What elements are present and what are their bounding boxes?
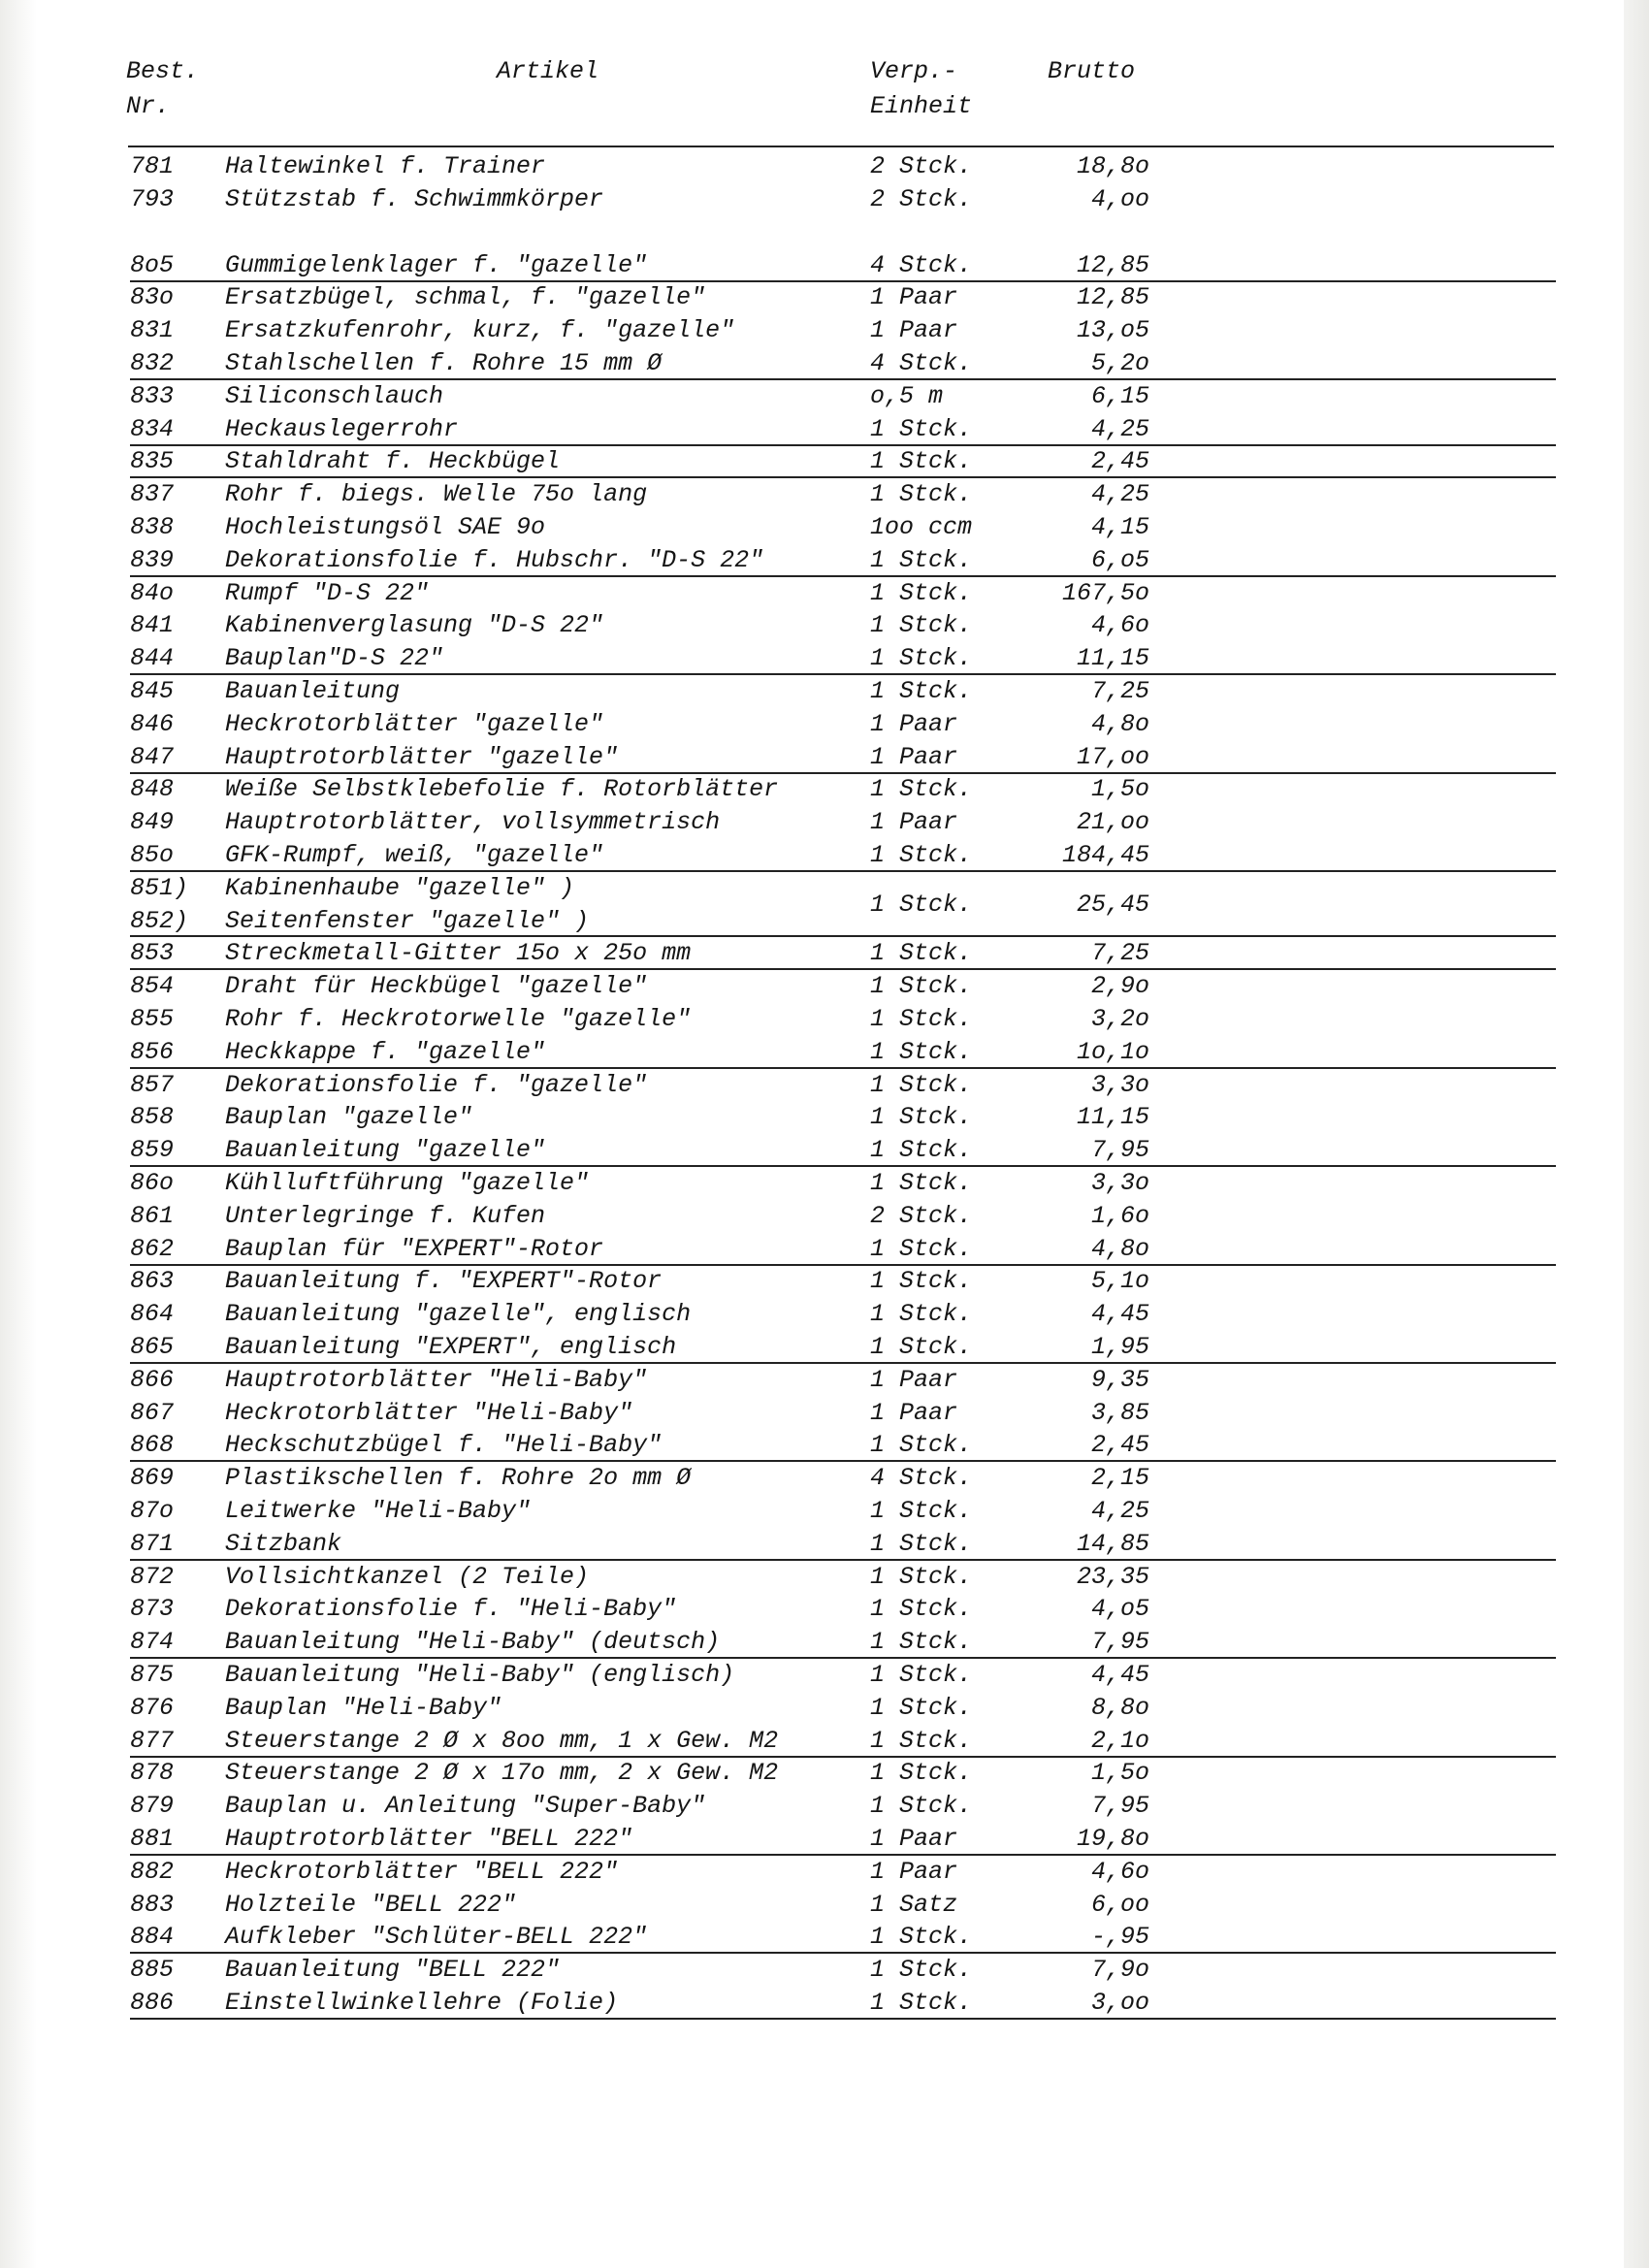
article-name: Hochleistungsöl SAE 9o	[225, 513, 546, 541]
order-number: 848	[130, 775, 175, 804]
order-number: 854	[130, 972, 175, 1001]
table-row	[0, 1954, 1649, 1987]
order-number: 877	[130, 1726, 175, 1755]
gross-price: 4,25	[1090, 414, 1149, 443]
order-number: 86o	[130, 1169, 175, 1197]
order-number: 83o	[130, 283, 175, 312]
table-row-group	[0, 872, 1649, 938]
article-name: Kabinenhaube "gazelle" )	[225, 873, 575, 902]
article-name: Holzteile "BELL 222"	[225, 1890, 517, 1919]
table-row	[0, 1167, 1649, 1200]
table-row	[0, 1626, 1649, 1659]
article-name: Heckauslegerrohr	[225, 414, 459, 443]
packaging-unit: 1 Stck.	[870, 1431, 973, 1460]
gross-price: 7,95	[1090, 1628, 1149, 1657]
gross-price: 6,oo	[1090, 1890, 1149, 1919]
packaging-unit: 1 Stck.	[870, 611, 973, 640]
gross-price: 11,15	[1076, 644, 1149, 673]
article-name: Vollsichtkanzel (2 Teile)	[225, 1562, 590, 1591]
packaging-unit: 1 Stck.	[870, 1923, 973, 1952]
table-row	[0, 1823, 1649, 1856]
table-row	[0, 675, 1649, 708]
packaging-unit: 1 Stck.	[870, 1070, 973, 1099]
order-number: 838	[130, 513, 175, 541]
packaging-unit: 1 Stck.	[870, 939, 973, 968]
order-number: 864	[130, 1300, 175, 1329]
table-row	[0, 937, 1649, 970]
gross-price: 167,5o	[1061, 578, 1149, 607]
packaging-unit: 1 Stck.	[870, 1562, 973, 1591]
order-number: 873	[130, 1595, 175, 1624]
gross-price: 2,15	[1090, 1464, 1149, 1493]
article-name: Siliconschlauch	[225, 381, 444, 410]
article-name: Rohr f. biegs. Welle 75o lang	[225, 480, 648, 509]
order-number: 875	[130, 1661, 175, 1689]
gross-price: 3,85	[1090, 1398, 1149, 1427]
table-row	[0, 1200, 1649, 1233]
table-row	[0, 347, 1649, 380]
packaging-unit: 1 Stck.	[870, 1595, 973, 1624]
order-number: 793	[130, 184, 175, 213]
packaging-unit: 1 Stck.	[870, 1005, 973, 1033]
article-name: Heckrotorblätter "BELL 222"	[225, 1857, 619, 1886]
table-row	[0, 609, 1649, 642]
article-name: Sitzbank	[225, 1529, 342, 1558]
gross-price: 4,25	[1090, 1497, 1149, 1525]
table-row	[0, 806, 1649, 839]
order-number: 868	[130, 1431, 175, 1460]
article-name: Weiße Selbstklebefolie f. Rotorblätter	[225, 775, 779, 804]
table-row	[0, 249, 1649, 282]
gross-price: 2,45	[1090, 447, 1149, 476]
packaging-unit: 1 Stck.	[870, 545, 973, 574]
gross-price: 4,6o	[1090, 611, 1149, 640]
article-name: Kabinenverglasung "D-S 22"	[225, 611, 604, 640]
table-row	[0, 839, 1649, 872]
packaging-unit: 1 Stck.	[870, 1661, 973, 1689]
packaging-unit: 1 Satz	[870, 1890, 958, 1919]
article-name: Hauptrotorblätter, vollsymmetrisch	[225, 808, 721, 837]
order-number: 866	[130, 1365, 175, 1394]
article-name: Einstellwinkellehre (Folie)	[225, 1989, 619, 2017]
header-rule	[128, 146, 1554, 147]
table-row	[0, 708, 1649, 741]
article-name: Rohr f. Heckrotorwelle "gazelle"	[225, 1005, 692, 1033]
table-row	[0, 1561, 1649, 1594]
table-row	[0, 314, 1649, 347]
gross-price: 5,2o	[1090, 349, 1149, 377]
gross-price: 4,25	[1090, 480, 1149, 509]
packaging-unit: 1 Paar	[870, 1825, 958, 1853]
packaging-unit: 1 Paar	[870, 808, 958, 837]
article-name: Steuerstange 2 Ø x 8oo mm, 1 x Gew. M2	[225, 1726, 779, 1755]
table-row	[0, 1889, 1649, 1922]
article-name: Seitenfenster "gazelle" )	[225, 906, 590, 935]
order-number: 781	[130, 152, 175, 180]
packaging-unit: 1 Paar	[870, 742, 958, 771]
order-number: 867	[130, 1398, 175, 1427]
order-number: 846	[130, 709, 175, 738]
packaging-unit: 1 Stck.	[870, 1037, 973, 1066]
header-brutto: Brutto	[1048, 57, 1136, 85]
gross-price: 9,35	[1090, 1365, 1149, 1394]
article-name: Haltewinkel f. Trainer	[225, 152, 546, 180]
gross-price: 4,15	[1090, 513, 1149, 541]
gross-price: 17,oo	[1076, 742, 1149, 771]
gross-price: 2,9o	[1090, 972, 1149, 1001]
packaging-unit: 1 Stck.	[870, 890, 973, 919]
table-row	[0, 642, 1649, 675]
gross-price: 7,95	[1090, 1792, 1149, 1821]
packaging-unit: 1 Stck.	[870, 1300, 973, 1329]
gross-price: 7,25	[1090, 939, 1149, 968]
table-row	[0, 1265, 1649, 1298]
order-number: 863	[130, 1267, 175, 1296]
table-row	[0, 1331, 1649, 1364]
gross-price: 5,1o	[1090, 1267, 1149, 1296]
packaging-unit: 1 Stck.	[870, 480, 973, 509]
order-number: 862	[130, 1234, 175, 1263]
gross-price: 3,oo	[1090, 1989, 1149, 2017]
order-number: 883	[130, 1890, 175, 1919]
order-number: 844	[130, 644, 175, 673]
table-row	[0, 445, 1649, 478]
packaging-unit: 1 Paar	[870, 1857, 958, 1886]
packaging-unit: 1 Paar	[870, 1398, 958, 1427]
header-artikel: Artikel	[497, 57, 599, 85]
gross-price: 6,o5	[1090, 545, 1149, 574]
article-name: Ersatzbügel, schmal, f. "gazelle"	[225, 283, 706, 312]
packaging-unit: 1 Stck.	[870, 841, 973, 869]
order-number: 856	[130, 1037, 175, 1066]
order-number: 881	[130, 1825, 175, 1853]
gross-price: 7,9o	[1090, 1956, 1149, 1985]
article-name: Gummigelenklager f. "gazelle"	[225, 250, 648, 279]
order-number: 832	[130, 349, 175, 377]
gross-price: 4,oo	[1090, 184, 1149, 213]
order-number: 859	[130, 1136, 175, 1165]
packaging-unit: 1 Stck.	[870, 1333, 973, 1361]
packaging-unit: 1 Stck.	[870, 775, 973, 804]
gross-price: 1o,1o	[1076, 1037, 1149, 1066]
table-row	[0, 1725, 1649, 1758]
gross-price: 7,95	[1090, 1136, 1149, 1165]
gross-price: 13,o5	[1076, 316, 1149, 345]
order-number: 879	[130, 1792, 175, 1821]
order-number: 847	[130, 742, 175, 771]
table-row	[0, 1069, 1649, 1102]
table-row	[0, 1593, 1649, 1626]
article-name: Streckmetall-Gitter 15o x 25o mm	[225, 939, 692, 968]
header-einheit: Einheit	[870, 92, 973, 120]
packaging-unit: 1 Stck.	[870, 447, 973, 476]
row-rule	[130, 2018, 1556, 2020]
packaging-unit: 1 Stck.	[870, 1103, 973, 1132]
order-number: 833	[130, 381, 175, 410]
gross-price: 3,2o	[1090, 1005, 1149, 1033]
packaging-unit: 1 Stck.	[870, 414, 973, 443]
table-row	[0, 413, 1649, 446]
table-row	[0, 577, 1649, 610]
article-name: Stützstab f. Schwimmkörper	[225, 184, 604, 213]
table-row	[0, 1101, 1649, 1134]
order-number: 869	[130, 1464, 175, 1493]
order-number: 831	[130, 316, 175, 345]
order-number: 858	[130, 1103, 175, 1132]
article-name: Leitwerke "Heli-Baby"	[225, 1497, 532, 1525]
gross-price: 4,6o	[1090, 1857, 1149, 1886]
article-name: Ersatzkufenrohr, kurz, f. "gazelle"	[225, 316, 735, 345]
order-number: 839	[130, 545, 175, 574]
table-row	[0, 1692, 1649, 1725]
gross-price: 1,5o	[1090, 775, 1149, 804]
header-verp: Verp.-	[870, 57, 958, 85]
order-number: 885	[130, 1956, 175, 1985]
table-row	[0, 1429, 1649, 1462]
article-name: Bauplan u. Anleitung "Super-Baby"	[225, 1792, 706, 1821]
table-row	[0, 1987, 1649, 2020]
article-name: Heckrotorblätter "Heli-Baby"	[225, 1398, 633, 1427]
packaging-unit: 1 Stck.	[870, 1234, 973, 1263]
order-number: 835	[130, 447, 175, 476]
table-row	[0, 1659, 1649, 1692]
order-number: 884	[130, 1923, 175, 1952]
order-number: 857	[130, 1070, 175, 1099]
article-name: Bauanleitung "Heli-Baby" (englisch)	[225, 1661, 735, 1689]
table-row	[0, 1462, 1649, 1495]
table-row	[0, 1397, 1649, 1430]
article-name: Bauplan"D-S 22"	[225, 644, 444, 673]
gross-price: 12,85	[1076, 250, 1149, 279]
article-name: Hauptrotorblätter "Heli-Baby"	[225, 1365, 648, 1394]
order-number: 871	[130, 1529, 175, 1558]
article-name: Heckkappe f. "gazelle"	[225, 1037, 546, 1066]
table-row	[0, 1036, 1649, 1069]
article-name: Unterlegringe f. Kufen	[225, 1201, 546, 1230]
article-name: Heckschutzbügel f. "Heli-Baby"	[225, 1431, 663, 1460]
order-number: 849	[130, 808, 175, 837]
gross-price: 8,8o	[1090, 1693, 1149, 1722]
packaging-unit: 1 Paar	[870, 1365, 958, 1394]
gross-price: 1,95	[1090, 1333, 1149, 1361]
article-name: GFK-Rumpf, weiß, "gazelle"	[225, 841, 604, 869]
table-row	[0, 1134, 1649, 1167]
gross-price: 3,3o	[1090, 1169, 1149, 1197]
order-number: 872	[130, 1562, 175, 1591]
article-name: Bauanleitung "BELL 222"	[225, 1956, 561, 1985]
gross-price: 2,1o	[1090, 1726, 1149, 1755]
table-row	[0, 741, 1649, 774]
packaging-unit: 4 Stck.	[870, 349, 973, 377]
table-row	[0, 1298, 1649, 1331]
article-name: Plastikschellen f. Rohre 2o mm Ø	[225, 1464, 692, 1493]
table-row	[0, 1921, 1649, 1954]
gross-price: 184,45	[1061, 841, 1149, 869]
table-row	[0, 773, 1649, 806]
table-row	[0, 511, 1649, 544]
table-row	[0, 150, 1649, 183]
packaging-unit: 1 Stck.	[870, 677, 973, 705]
order-number: 84o	[130, 578, 175, 607]
order-number: 8o5	[130, 250, 175, 279]
order-number: 853	[130, 939, 175, 968]
table-row	[0, 1528, 1649, 1561]
gross-price: 4,o5	[1090, 1595, 1149, 1624]
gross-price: 1,6o	[1090, 1201, 1149, 1230]
gross-price: 11,15	[1076, 1103, 1149, 1132]
packaging-unit: 1 Paar	[870, 709, 958, 738]
gross-price: 25,45	[1076, 890, 1149, 919]
packaging-unit: 1 Stck.	[870, 1726, 973, 1755]
packaging-unit: 1 Stck.	[870, 1693, 973, 1722]
article-name: Stahldraht f. Heckbügel	[225, 447, 561, 476]
packaging-unit: 1 Stck.	[870, 1759, 973, 1788]
article-name: Hauptrotorblätter "BELL 222"	[225, 1825, 633, 1853]
packaging-unit: 1 Stck.	[870, 1169, 973, 1197]
gross-price: 4,45	[1090, 1300, 1149, 1329]
gross-price: 23,35	[1076, 1562, 1149, 1591]
table-row	[0, 544, 1649, 577]
gross-price: 4,8o	[1090, 1234, 1149, 1263]
article-name: Bauplan für "EXPERT"-Rotor	[225, 1234, 604, 1263]
article-name: Bauanleitung "Heli-Baby" (deutsch)	[225, 1628, 721, 1657]
article-name: Dekorationsfolie f. Hubschr. "D-S 22"	[225, 545, 764, 574]
packaging-unit: 1 Stck.	[870, 972, 973, 1001]
gross-price: 6,15	[1090, 381, 1149, 410]
article-name: Bauanleitung "gazelle"	[225, 1136, 546, 1165]
order-number: 876	[130, 1693, 175, 1722]
table-row	[0, 1856, 1649, 1889]
order-number: 834	[130, 414, 175, 443]
article-name: Aufkleber "Schlüter-BELL 222"	[225, 1923, 648, 1952]
order-number: 886	[130, 1989, 175, 2017]
packaging-unit: 1 Stck.	[870, 1529, 973, 1558]
packaging-unit: 1 Stck.	[870, 644, 973, 673]
order-number: 874	[130, 1628, 175, 1657]
packaging-unit: 2 Stck.	[870, 152, 973, 180]
article-name: Dekorationsfolie f. "Heli-Baby"	[225, 1595, 677, 1624]
order-number: 837	[130, 480, 175, 509]
packaging-unit: 1oo ccm	[870, 513, 973, 541]
table-row	[0, 1495, 1649, 1528]
article-name: Stahlschellen f. Rohre 15 mm Ø	[225, 349, 663, 377]
order-number: 861	[130, 1201, 175, 1230]
article-name: Kühlluftführung "gazelle"	[225, 1169, 590, 1197]
gross-price: 18,8o	[1076, 152, 1149, 180]
article-name: Draht für Heckbügel "gazelle"	[225, 972, 648, 1001]
order-number: 855	[130, 1005, 175, 1033]
packaging-unit: 1 Paar	[870, 283, 958, 312]
packaging-unit: 1 Stck.	[870, 1136, 973, 1165]
order-number: 878	[130, 1759, 175, 1788]
article-name: Bauplan "Heli-Baby"	[225, 1693, 502, 1722]
table-row	[0, 1233, 1649, 1266]
article-name: Rumpf "D-S 22"	[225, 578, 430, 607]
table-row	[0, 1003, 1649, 1036]
packaging-unit: 2 Stck.	[870, 1201, 973, 1230]
gross-price: 1,5o	[1090, 1759, 1149, 1788]
article-name: Bauanleitung f. "EXPERT"-Rotor	[225, 1267, 663, 1296]
order-number: 851)	[130, 873, 189, 902]
table-row	[0, 1364, 1649, 1397]
article-name: Dekorationsfolie f. "gazelle"	[225, 1070, 648, 1099]
packaging-unit: o,5 m	[870, 381, 944, 410]
order-number: 845	[130, 677, 175, 705]
packaging-unit: 1 Stck.	[870, 1628, 973, 1657]
gross-price: 7,25	[1090, 677, 1149, 705]
article-name: Hauptrotorblätter "gazelle"	[225, 742, 619, 771]
article-name: Bauanleitung "EXPERT", englisch	[225, 1333, 677, 1361]
order-number: 865	[130, 1333, 175, 1361]
gross-price: 2,45	[1090, 1431, 1149, 1460]
packaging-unit: 4 Stck.	[870, 1464, 973, 1493]
packaging-unit: 2 Stck.	[870, 184, 973, 213]
packaging-unit: 1 Stck.	[870, 1267, 973, 1296]
article-name: Bauplan "gazelle"	[225, 1103, 473, 1132]
gross-price: 14,85	[1076, 1529, 1149, 1558]
gross-price: 21,oo	[1076, 808, 1149, 837]
table-row	[0, 1757, 1649, 1790]
table-row	[0, 281, 1649, 314]
packaging-unit: 1 Stck.	[870, 578, 973, 607]
table-row	[0, 478, 1649, 511]
gross-price: -,95	[1090, 1923, 1149, 1952]
gross-price: 4,8o	[1090, 709, 1149, 738]
packaging-unit: 1 Stck.	[870, 1989, 973, 2017]
order-number: 882	[130, 1857, 175, 1886]
packaging-unit: 4 Stck.	[870, 250, 973, 279]
header-nr: Nr.	[126, 92, 171, 120]
article-name: Bauanleitung "gazelle", englisch	[225, 1300, 692, 1329]
table-row	[0, 1790, 1649, 1823]
article-name: Steuerstange 2 Ø x 17o mm, 2 x Gew. M2	[225, 1759, 779, 1788]
gross-price: 4,45	[1090, 1661, 1149, 1689]
gross-price: 3,3o	[1090, 1070, 1149, 1099]
article-name: Bauanleitung	[225, 677, 401, 705]
order-number: 852)	[130, 906, 189, 935]
packaging-unit: 1 Stck.	[870, 1956, 973, 1985]
header-best: Best.	[126, 57, 200, 85]
packaging-unit: 1 Paar	[870, 316, 958, 345]
table-row	[0, 380, 1649, 413]
article-name: Heckrotorblätter "gazelle"	[225, 709, 604, 738]
table-row	[0, 183, 1649, 216]
gross-price: 19,8o	[1076, 1825, 1149, 1853]
order-number: 87o	[130, 1497, 175, 1525]
table-row	[0, 970, 1649, 1003]
packaging-unit: 1 Stck.	[870, 1497, 973, 1525]
order-number: 85o	[130, 841, 175, 869]
packaging-unit: 1 Stck.	[870, 1792, 973, 1821]
gross-price: 12,85	[1076, 283, 1149, 312]
order-number: 841	[130, 611, 175, 640]
